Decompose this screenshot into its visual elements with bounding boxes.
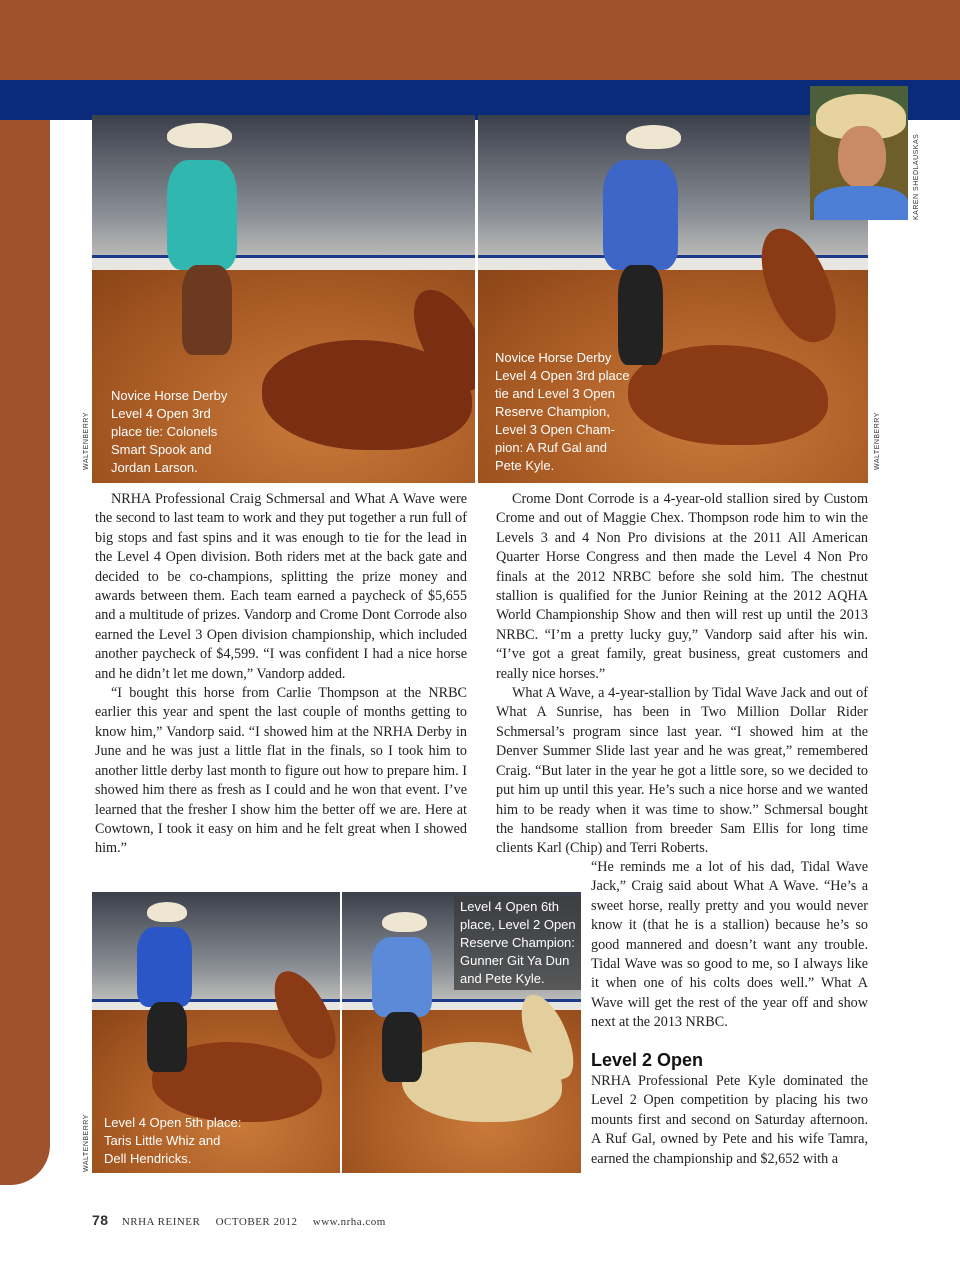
photo-top-left <box>92 115 475 483</box>
photo-credit-bottom-left: WALTENBERRY <box>83 1114 90 1172</box>
photo-credit-top-left: WALTENBERRY <box>83 412 90 470</box>
page-footer <box>92 1212 398 1228</box>
article-left-column <box>95 490 467 859</box>
paragraph: “I bought this horse from Carlie Thompson at the NRBC earlier this year and spent the last couple of months getting to know him,” Vandorp said. “I showed him at the NRHA Derby in June and he was just a little flat in the finals, so I took him to another little derby last month to figure out how to prepare him. I showed him there as fresh as I could and he won that event. I’ve learned that the fresher I show him the better off we are. Here at Cowtown, I took it easy on him and he felt great when I showed him.” <box>95 685 467 857</box>
section-body <box>591 1072 868 1169</box>
portrait-photo <box>810 86 908 220</box>
photo-credit-portrait: KAREN SHEDLAUSKAS <box>913 133 920 220</box>
magazine-name: NRHA REINER <box>121 1216 201 1228</box>
caption-bottom-right: Level 4 Open 6th place, Level 2 Open Reserve Champion: Gunner Git Ya Dun and Pete Kyle. <box>454 896 581 990</box>
section-heading: Level 2 Open <box>591 1050 704 1070</box>
paragraph: What A Wave, a 4-year-stallion by Tidal Wave Jack and out of What A Sunrise, has been in Two Million Dollar Rider Schmersal’s program since last year. “I showed him at the Denver Summer Slide last year and he was great,” remembered Craig. “But later in the year he got a little sore, so we decided to put him up until this year. He’s such a nice horse and we wanted him to be ready when it was time to show.” Schmersal bought the handsome stallion from breeder Sam Ellis for long time clients Karl (Chip) and Terri Roberts. <box>496 685 868 857</box>
caption-top-left: Novice Horse Derby Level 4 Open 3rd place tie: Colonels Smart Spook and Jordan Larson. <box>111 388 228 475</box>
photo-bottom-right <box>342 892 581 1173</box>
article-right-column <box>496 490 868 859</box>
website-link[interactable]: www.nrha.com <box>312 1216 386 1228</box>
photo-bottom-left <box>92 892 340 1173</box>
issue-date: OCTOBER 2012 <box>215 1216 298 1228</box>
photo-credit-top-right: WALTENBERRY <box>874 412 881 470</box>
caption-bottom-left: Level 4 Open 5th place: Taris Little Whiz and Dell Hendricks. <box>104 1115 242 1166</box>
paragraph: NRHA Professional Craig Schmersal and What A Wave were the second to last team to work and they put together a run full of big stops and fast spins and it was enough to tie for the lead in the Level 4 Open division. Both riders met at the back gate and decided to be co-champions, splitting the prize money and awards between them. Each team earned a paycheck of $5,655 and a multitude of prizes. Vandorp and Crome Dont Corrode also earned the Level 3 Open division championship, which included another paycheck of $4,599. “I was confident I had a nice horse and he didn’t let me down,” Vandorp added. <box>95 491 467 682</box>
top-band <box>0 0 960 80</box>
paragraph: Crome Dont Corrode is a 4-year-old stallion sired by Custom Crome and out of Maggie Chex. Thompson rode him to win the Levels 3 and 4 Non Pro divisions at the 2011 All American Quarter Horse Congress and then made the Level 4 Non Pro finals at the 2012 NRBC before she sold him. The chestnut stallion is qualified for the Junior Reining at the 2012 AQHA World Championship Show and then will rest up until the 2013 NRBC. “I’m a pretty lucky guy,” Vandorp said after his win. “I’ve got a great family, great business, great customers and really nice horses.” <box>496 491 868 682</box>
caption-top-right: Novice Horse Derby Level 4 Open 3rd place tie and Level 3 Open Reserve Champion, Level 3 Open Cham- pion: A Ruf Gal and Pete Kyle. <box>495 350 630 473</box>
paragraph: NRHA Professional Pete Kyle dominated the Level 2 Open competition by placing his two mounts first and second on Saturday afternoon. A Ruf Gal, owned by Pete and his wife Tamra, earned the championship and $2,652 with a <box>591 1073 868 1167</box>
article-right-lower <box>591 858 868 1033</box>
paragraph: “He reminds me a lot of his dad, Tidal Wave Jack,” Craig said about What A Wave. “He’s a sweet horse, really pretty and you would never know it (that he is a stallion) because he’s so good mannered and doesn’t want any trouble. Tidal Wave was so good to me, so I always like it when one of his colts does well.” What A Wave will get the rest of the year off and show next at the 2013 NRBC. <box>591 859 868 1031</box>
left-margin-band <box>0 120 50 1185</box>
page-number: 78 <box>92 1212 109 1228</box>
